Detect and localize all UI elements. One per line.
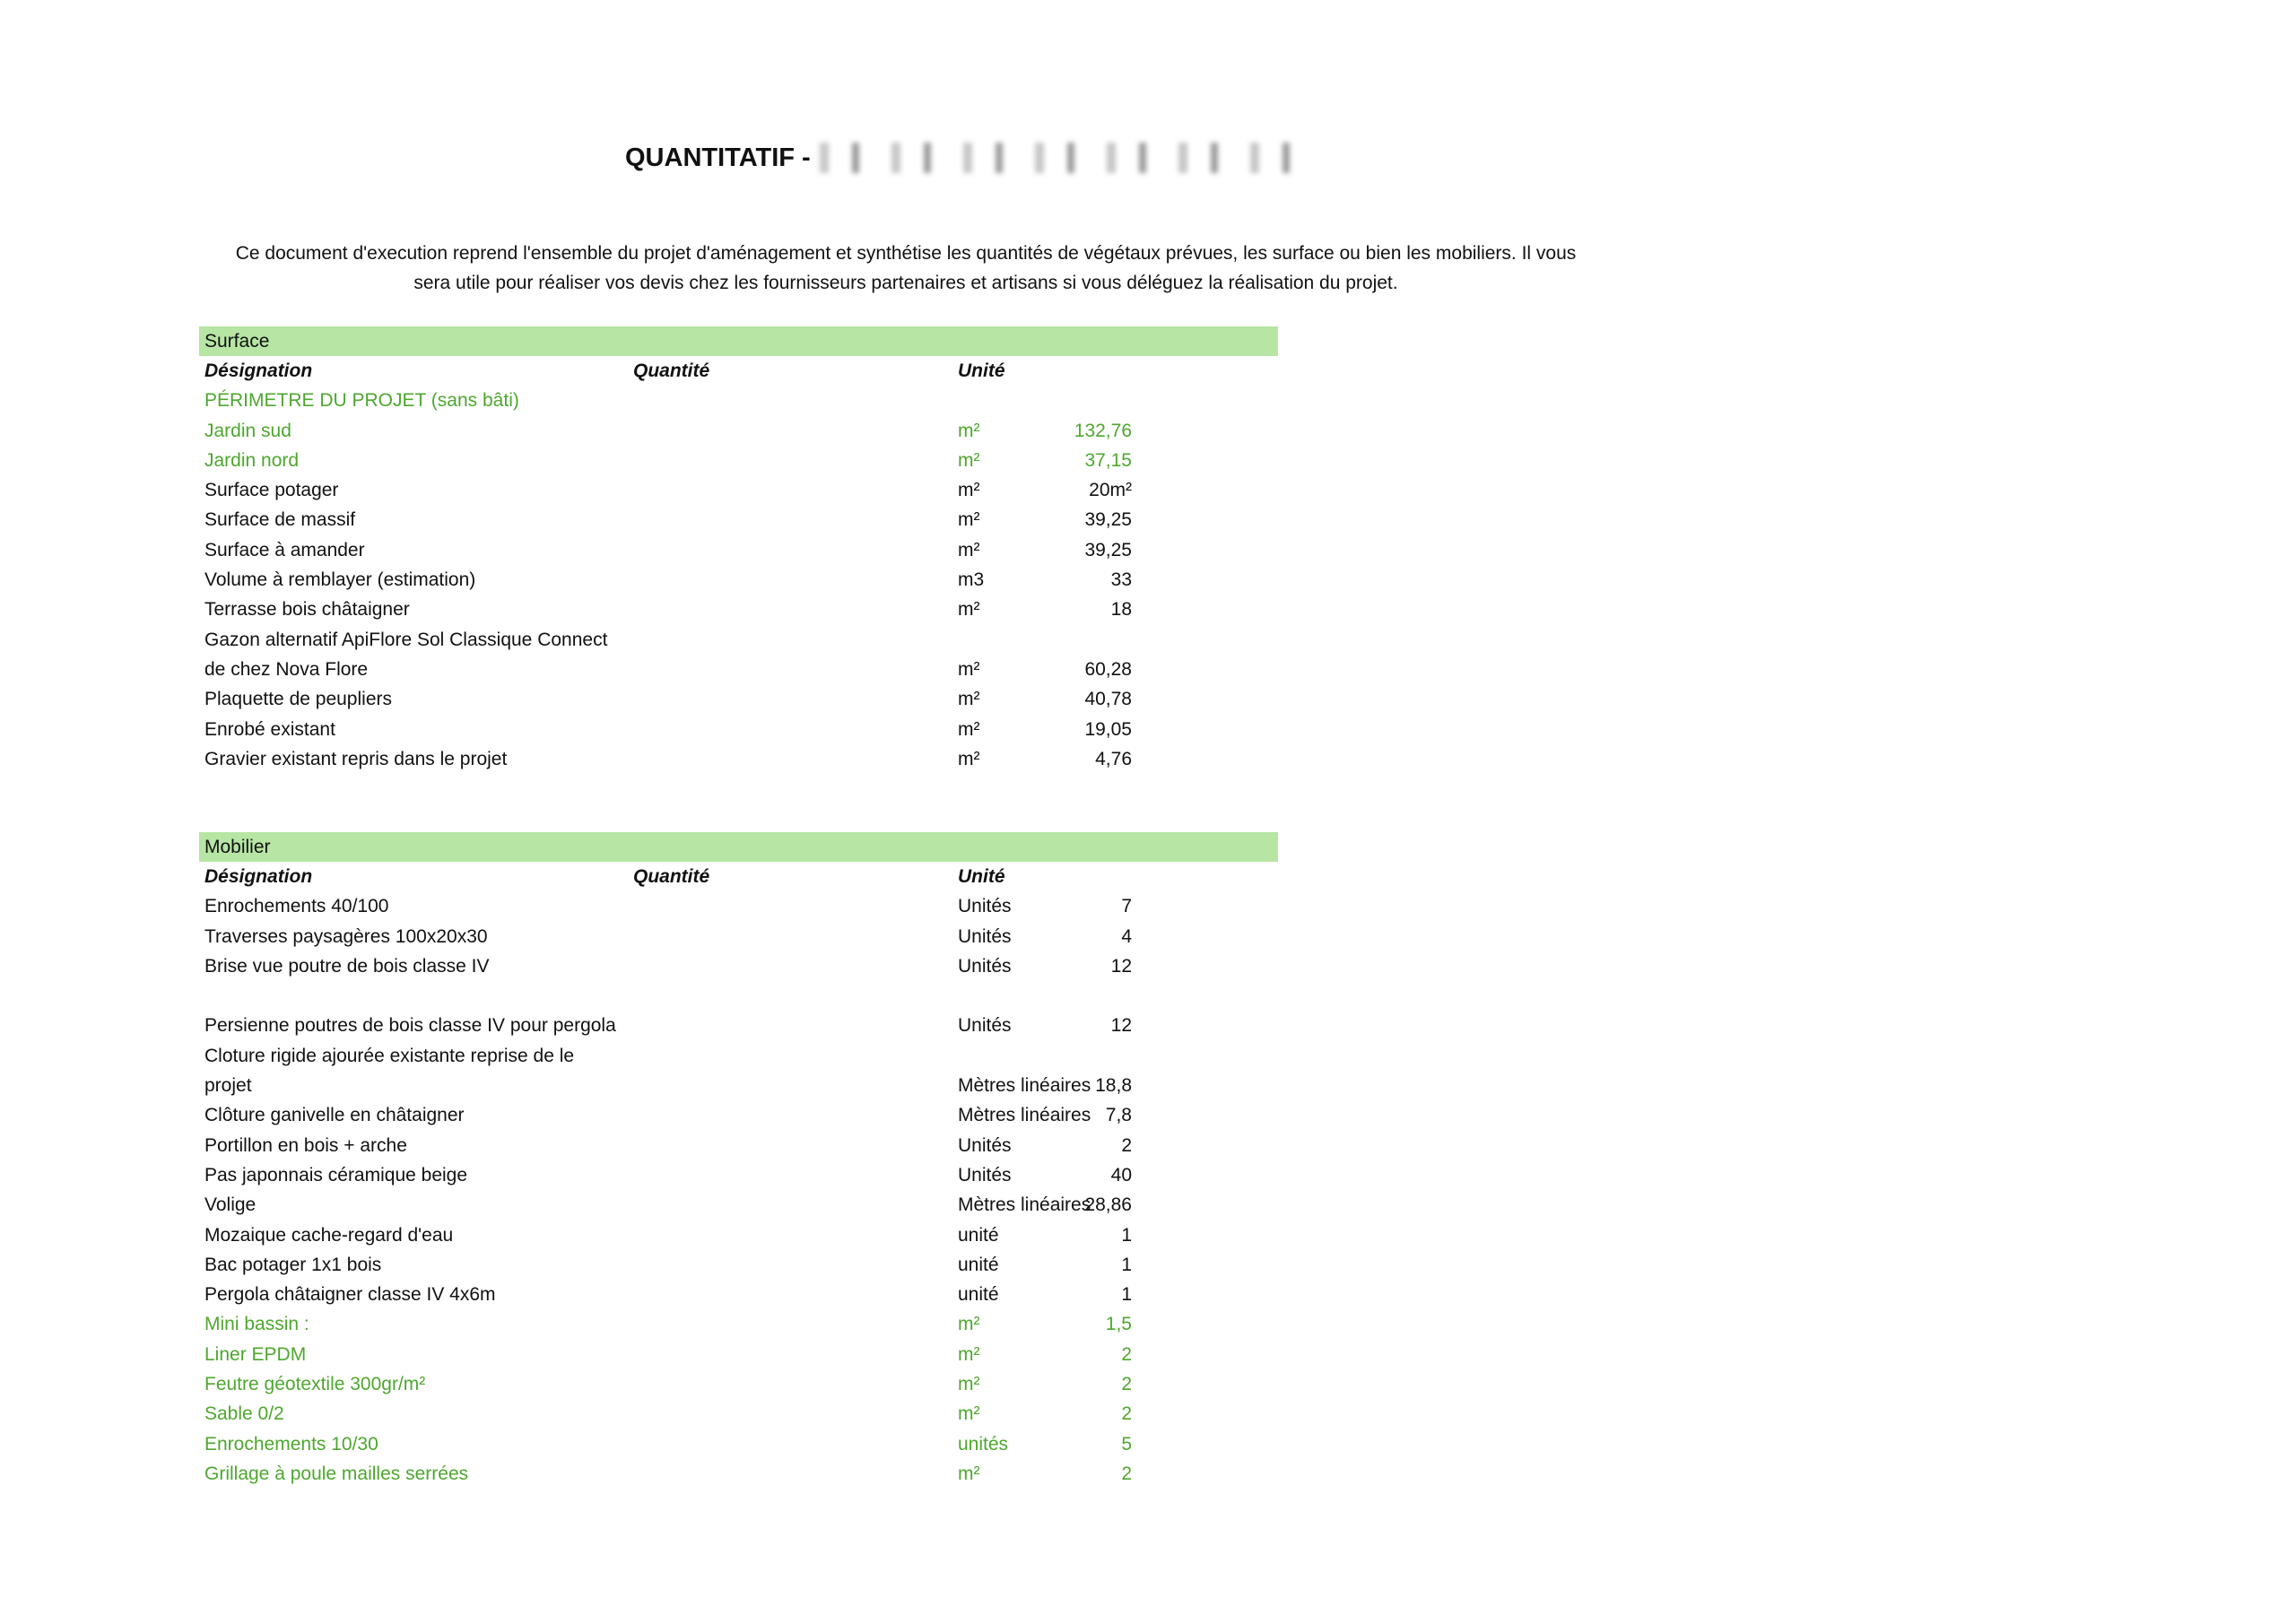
document-title	[625, 140, 1322, 176]
cell-unite: m²	[958, 539, 980, 560]
table-row	[199, 1399, 1278, 1429]
cell-unite: Mètres linéaires	[958, 1105, 1091, 1126]
column-header-unite: Unité	[958, 866, 1005, 887]
cell-designation: Enrobé existant	[204, 718, 335, 740]
table-row	[199, 1250, 1278, 1280]
table-header-row	[199, 356, 1278, 386]
cell-quantite: 19,05	[1084, 718, 1132, 740]
cell-quantite: 5	[1121, 1433, 1132, 1455]
cell-unite: m²	[958, 509, 980, 531]
cell-unite: m²	[958, 718, 980, 740]
column-header-designation: Désignation	[204, 866, 313, 887]
cell-quantite: 4,76	[1095, 748, 1132, 769]
cell-unite: m²	[958, 599, 980, 621]
cell-quantite: 4	[1121, 925, 1132, 947]
cell-unite: unités	[958, 1433, 1009, 1455]
cell-unite: m²	[958, 449, 980, 471]
cell-quantite: 2	[1121, 1374, 1132, 1395]
cell-designation: Gravier existant repris dans le projet	[204, 748, 508, 769]
cell-designation: PÉRIMETRE DU PROJET (sans bâti)	[204, 390, 519, 412]
cell-designation: Jardin sud	[204, 420, 291, 441]
cell-quantite: 2	[1121, 1134, 1132, 1156]
table-row	[199, 1100, 1278, 1130]
cell-designation: Terrasse bois châtaigner	[204, 599, 410, 621]
mobilier-table	[199, 832, 1278, 1489]
cell-quantite: 12	[1110, 1015, 1132, 1037]
table-row	[199, 625, 1278, 655]
cell-unite: m²	[958, 748, 980, 769]
surface-rows	[199, 386, 1278, 774]
table-row	[199, 505, 1278, 534]
cell-designation: Brise vue poutre de bois classe IV	[204, 955, 490, 977]
cell-quantite: 60,28	[1084, 658, 1132, 680]
table-row	[199, 951, 1278, 981]
table-row	[199, 475, 1278, 505]
column-header-unite: Unité	[958, 360, 1005, 381]
cell-unite: m²	[958, 420, 980, 441]
cell-designation: Portillon en bois + arche	[204, 1134, 407, 1156]
table-row	[199, 922, 1278, 951]
cell-quantite: 1	[1121, 1284, 1132, 1306]
cell-unite: Unités	[958, 1134, 1012, 1156]
table-row	[199, 744, 1278, 774]
intro-paragraph	[179, 239, 1632, 298]
cell-quantite: 2	[1121, 1343, 1132, 1365]
cell-designation: de chez Nova Flore	[204, 658, 369, 680]
table-row	[199, 1011, 1278, 1040]
cell-unite: m²	[958, 1463, 980, 1484]
cell-designation: Clôture ganivelle en châtaigner	[204, 1105, 465, 1126]
table-row	[199, 891, 1278, 921]
cell-designation: Plaquette de peupliers	[204, 689, 392, 710]
table-row	[199, 1280, 1278, 1309]
cell-designation: Enrochements 10/30	[204, 1433, 378, 1455]
table-row	[199, 1459, 1278, 1489]
cell-designation: Surface de massif	[204, 509, 356, 531]
cell-quantite: 18,8	[1095, 1075, 1132, 1097]
column-header-designation: Désignation	[204, 360, 313, 381]
cell-designation: Pas japonnais céramique beige	[204, 1164, 468, 1185]
cell-quantite: 37,15	[1084, 449, 1132, 471]
cell-designation: Gazon alternatif ApiFlore Sol Classique Connect	[204, 629, 608, 650]
table-row	[199, 1369, 1278, 1399]
table-row	[199, 1041, 1278, 1071]
redacted-title-part	[820, 143, 1322, 173]
cell-designation: Liner EPDM	[204, 1343, 307, 1365]
cell-quantite: 40	[1110, 1164, 1132, 1185]
cell-unite: m²	[958, 689, 980, 710]
table-row	[199, 416, 1278, 446]
cell-unite: m²	[958, 1403, 980, 1425]
cell-unite: m3	[958, 569, 985, 591]
intro-line-2: sera utile pour réaliser vos devis chez les fournisseurs partenaires et artisans si vous déléguez la réalisation du projet.	[413, 273, 1398, 293]
cell-quantite: 33	[1110, 569, 1132, 591]
mobilier-rows	[199, 891, 1278, 1489]
cell-unite: m²	[958, 480, 980, 501]
cell-quantite: 20m²	[1089, 480, 1132, 501]
table-row	[199, 1160, 1278, 1190]
cell-designation: Sable 0/2	[204, 1403, 284, 1425]
table-row	[199, 1309, 1278, 1339]
cell-quantite: 1,5	[1105, 1314, 1132, 1335]
table-row	[199, 595, 1278, 624]
title-text: QUANTITATIF -	[625, 143, 811, 172]
cell-unite: Unités	[958, 925, 1012, 947]
table-row	[199, 1071, 1278, 1100]
cell-designation: Surface potager	[204, 480, 339, 501]
surface-table	[199, 326, 1278, 774]
cell-unite: m²	[958, 1343, 980, 1365]
cell-unite: unité	[958, 1224, 999, 1246]
cell-quantite: 132,76	[1074, 420, 1132, 441]
cell-quantite: 12	[1110, 955, 1132, 977]
table-row	[199, 446, 1278, 475]
cell-designation: Traverses paysagères 100x20x30	[204, 925, 488, 947]
table-row	[199, 1131, 1278, 1160]
intro-line-1: Ce document d'execution reprend l'ensemble du projet d'aménagement et synthétise les quantités de végétaux prévues, les surface ou bien les mobiliers. Il vous	[235, 243, 1577, 264]
cell-quantite: 28,86	[1084, 1194, 1132, 1216]
cell-quantite: 1	[1121, 1254, 1132, 1275]
cell-designation: Mini bassin :	[204, 1314, 309, 1335]
table-header-row	[199, 862, 1278, 891]
table-row	[199, 655, 1278, 684]
cell-unite: m²	[958, 1314, 980, 1335]
table-row	[199, 1220, 1278, 1250]
cell-designation: Bac potager 1x1 bois	[204, 1254, 382, 1275]
cell-quantite: 2	[1121, 1463, 1132, 1484]
column-header-quantite: Quantité	[633, 866, 710, 887]
cell-quantite: 39,25	[1084, 539, 1132, 560]
table-row	[199, 1190, 1278, 1220]
table-row	[199, 535, 1278, 565]
cell-quantite: 1	[1121, 1224, 1132, 1246]
cell-unite: m²	[958, 1374, 980, 1395]
cell-unite: Unités	[958, 955, 1012, 977]
cell-quantite: 39,25	[1084, 509, 1132, 531]
cell-unite: Unités	[958, 896, 1012, 917]
cell-quantite: 40,78	[1084, 689, 1132, 710]
table-row	[199, 565, 1278, 595]
table-row	[199, 981, 1278, 1011]
section-header-mobilier: Mobilier	[199, 832, 1278, 862]
cell-designation: projet	[204, 1075, 252, 1097]
cell-designation: Volige	[204, 1194, 257, 1216]
cell-designation: Enrochements 40/100	[204, 896, 389, 917]
cell-designation: Surface à amander	[204, 539, 365, 560]
cell-unite: Mètres linéaires	[958, 1075, 1091, 1097]
cell-designation: Pergola châtaigner classe IV 4x6m	[204, 1284, 496, 1306]
cell-designation: Jardin nord	[204, 449, 300, 471]
table-row	[199, 1429, 1278, 1459]
table-row	[199, 715, 1278, 744]
cell-unite: Mètres linéaires	[958, 1194, 1091, 1216]
cell-designation: Persienne poutres de bois classe IV pour pergola	[204, 1015, 616, 1037]
cell-designation: Mozaique cache-regard d'eau	[204, 1224, 454, 1246]
cell-quantite: 18	[1110, 599, 1132, 621]
table-row	[199, 684, 1278, 714]
cell-unite: m²	[958, 658, 980, 680]
column-header-quantite: Quantité	[633, 360, 710, 381]
cell-designation: Feutre géotextile 300gr/m²	[204, 1374, 426, 1395]
cell-unite: Unités	[958, 1015, 1012, 1037]
table-row	[199, 386, 1278, 415]
cell-unite: Unités	[958, 1164, 1012, 1185]
cell-quantite: 2	[1121, 1403, 1132, 1425]
table-row	[199, 1340, 1278, 1369]
cell-quantite: 7,8	[1105, 1105, 1132, 1126]
cell-unite: unité	[958, 1284, 999, 1306]
cell-designation: Volume à remblayer (estimation)	[204, 569, 476, 591]
section-header-surface: Surface	[199, 326, 1278, 356]
cell-unite: unité	[958, 1254, 999, 1275]
cell-designation: Cloture rigide ajourée existante reprise de le	[204, 1045, 575, 1066]
cell-quantite: 7	[1121, 896, 1132, 917]
cell-designation: Grillage à poule mailles serrées	[204, 1463, 469, 1484]
